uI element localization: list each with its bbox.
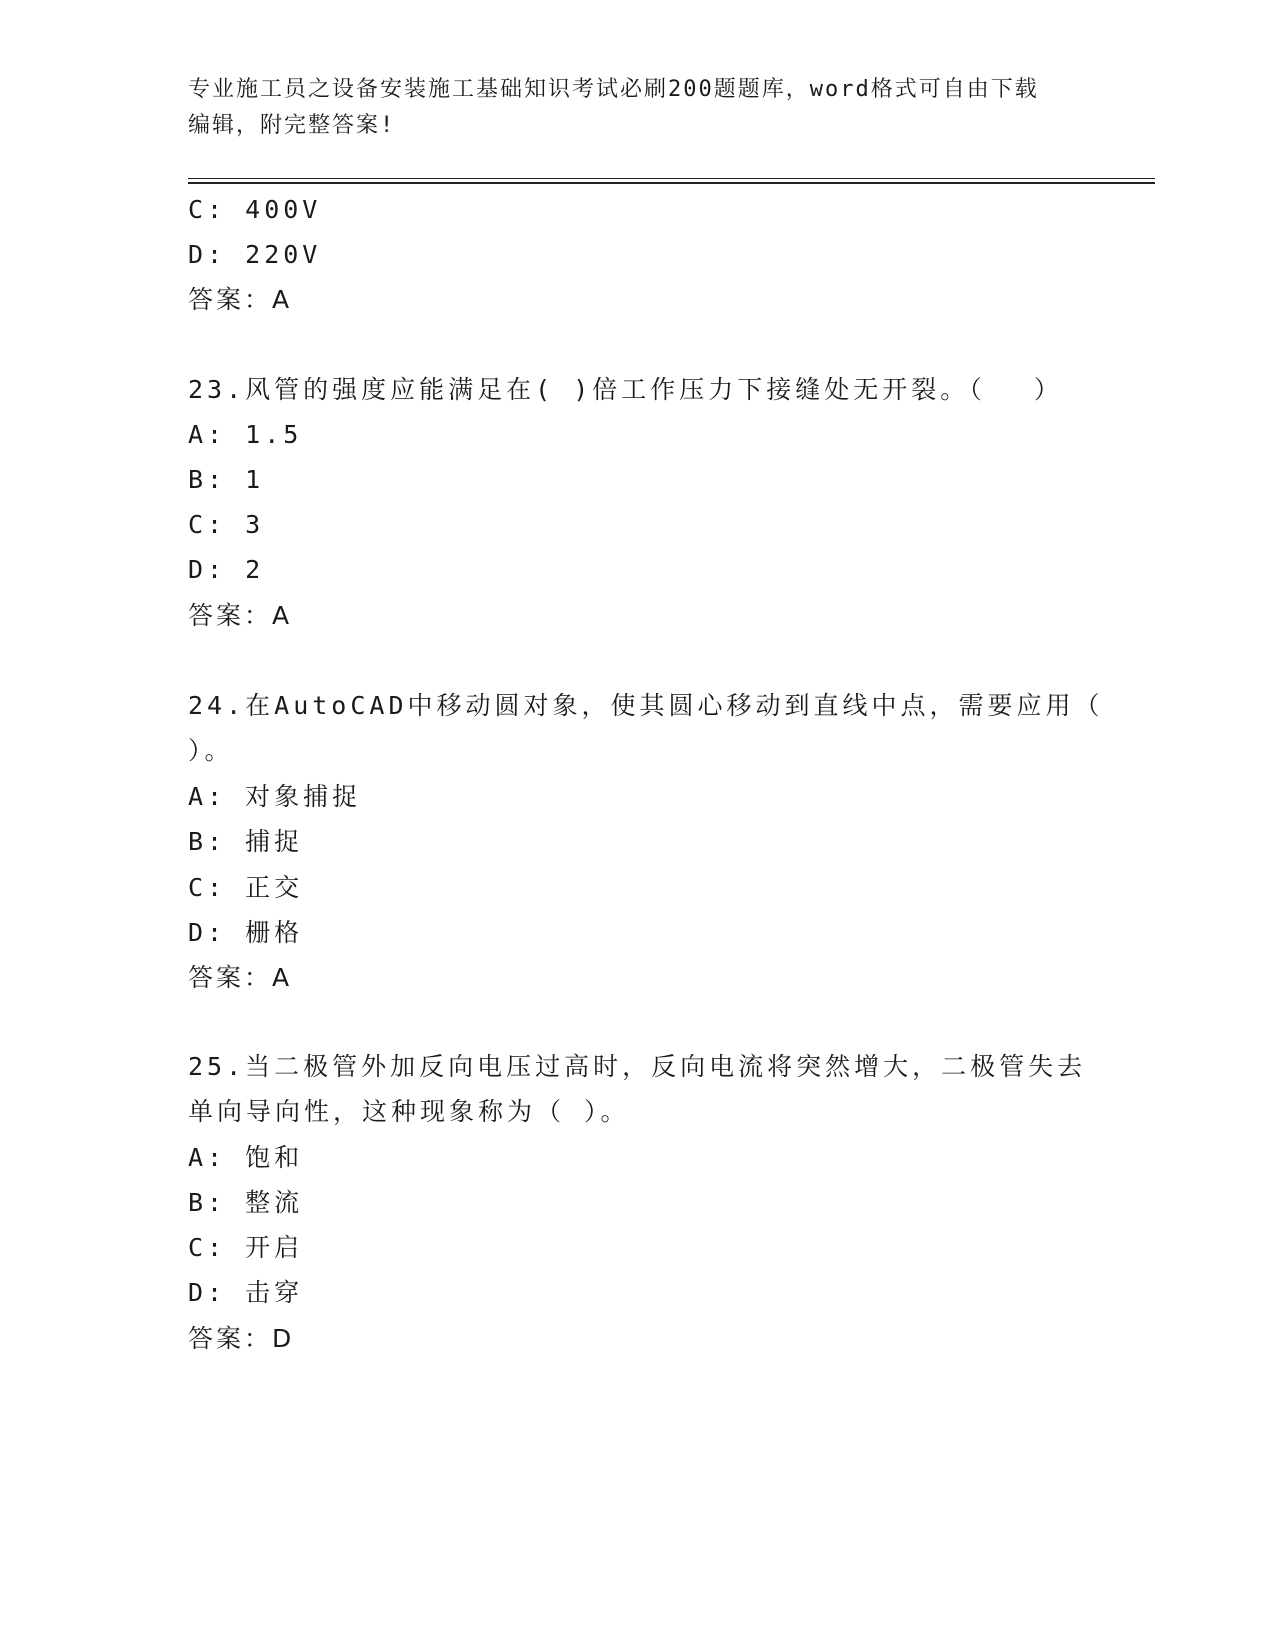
q25-stem-line-2: 单向导向性，这种现象称为（ ）。: [188, 1097, 630, 1126]
q23-option-d: D: 2: [188, 555, 265, 584]
q23-option-a: A: 1.5: [188, 420, 303, 449]
q24-option-d: D: 栅格: [188, 918, 304, 947]
q24-stem-line-1: 24.在AutoCAD中移动圆对象，使其圆心移动到直线中点，需要应用（: [188, 691, 1104, 720]
header-title-line-2: 编辑，附完整答案!: [188, 113, 396, 138]
q24-option-a: A: 对象捕捉: [188, 782, 362, 811]
prev-option-d: D: 220V: [188, 240, 322, 269]
q25-option-a: A: 饱和: [188, 1143, 304, 1172]
q24-option-c: C: 正交: [188, 873, 304, 902]
q23-option-b: B: 1: [188, 465, 265, 494]
q24-option-b: B: 捕捉: [188, 827, 304, 856]
prev-option-c: C: 400V: [188, 195, 322, 224]
header-divider-thick: [188, 182, 1155, 184]
q25-option-d: D: 击穿: [188, 1278, 304, 1307]
q25-option-b: B: 整流: [188, 1188, 304, 1217]
q23-option-c: C: 3: [188, 510, 265, 539]
q25-answer: 答案：D: [188, 1324, 295, 1353]
header-divider-thin: [188, 178, 1155, 179]
q24-stem-line-2: ）。: [188, 736, 234, 765]
q25-option-c: C: 开启: [188, 1233, 304, 1262]
q24-answer: 答案：A: [188, 963, 293, 992]
q25-stem-line-1: 25.当二极管外加反向电压过高时，反向电流将突然增大，二极管失去: [188, 1052, 1087, 1081]
header-title-line-1: 专业施工员之设备安装施工基础知识考试必刷200题题库，word格式可自由下载: [188, 77, 1039, 102]
q23-answer: 答案：A: [188, 601, 293, 630]
prev-answer: 答案：A: [188, 285, 293, 314]
q23-stem: 23.风管的强度应能满足在( )倍工作压力下接缝处无开裂。（ ）: [188, 375, 1063, 404]
document-header: [188, 72, 1088, 144]
